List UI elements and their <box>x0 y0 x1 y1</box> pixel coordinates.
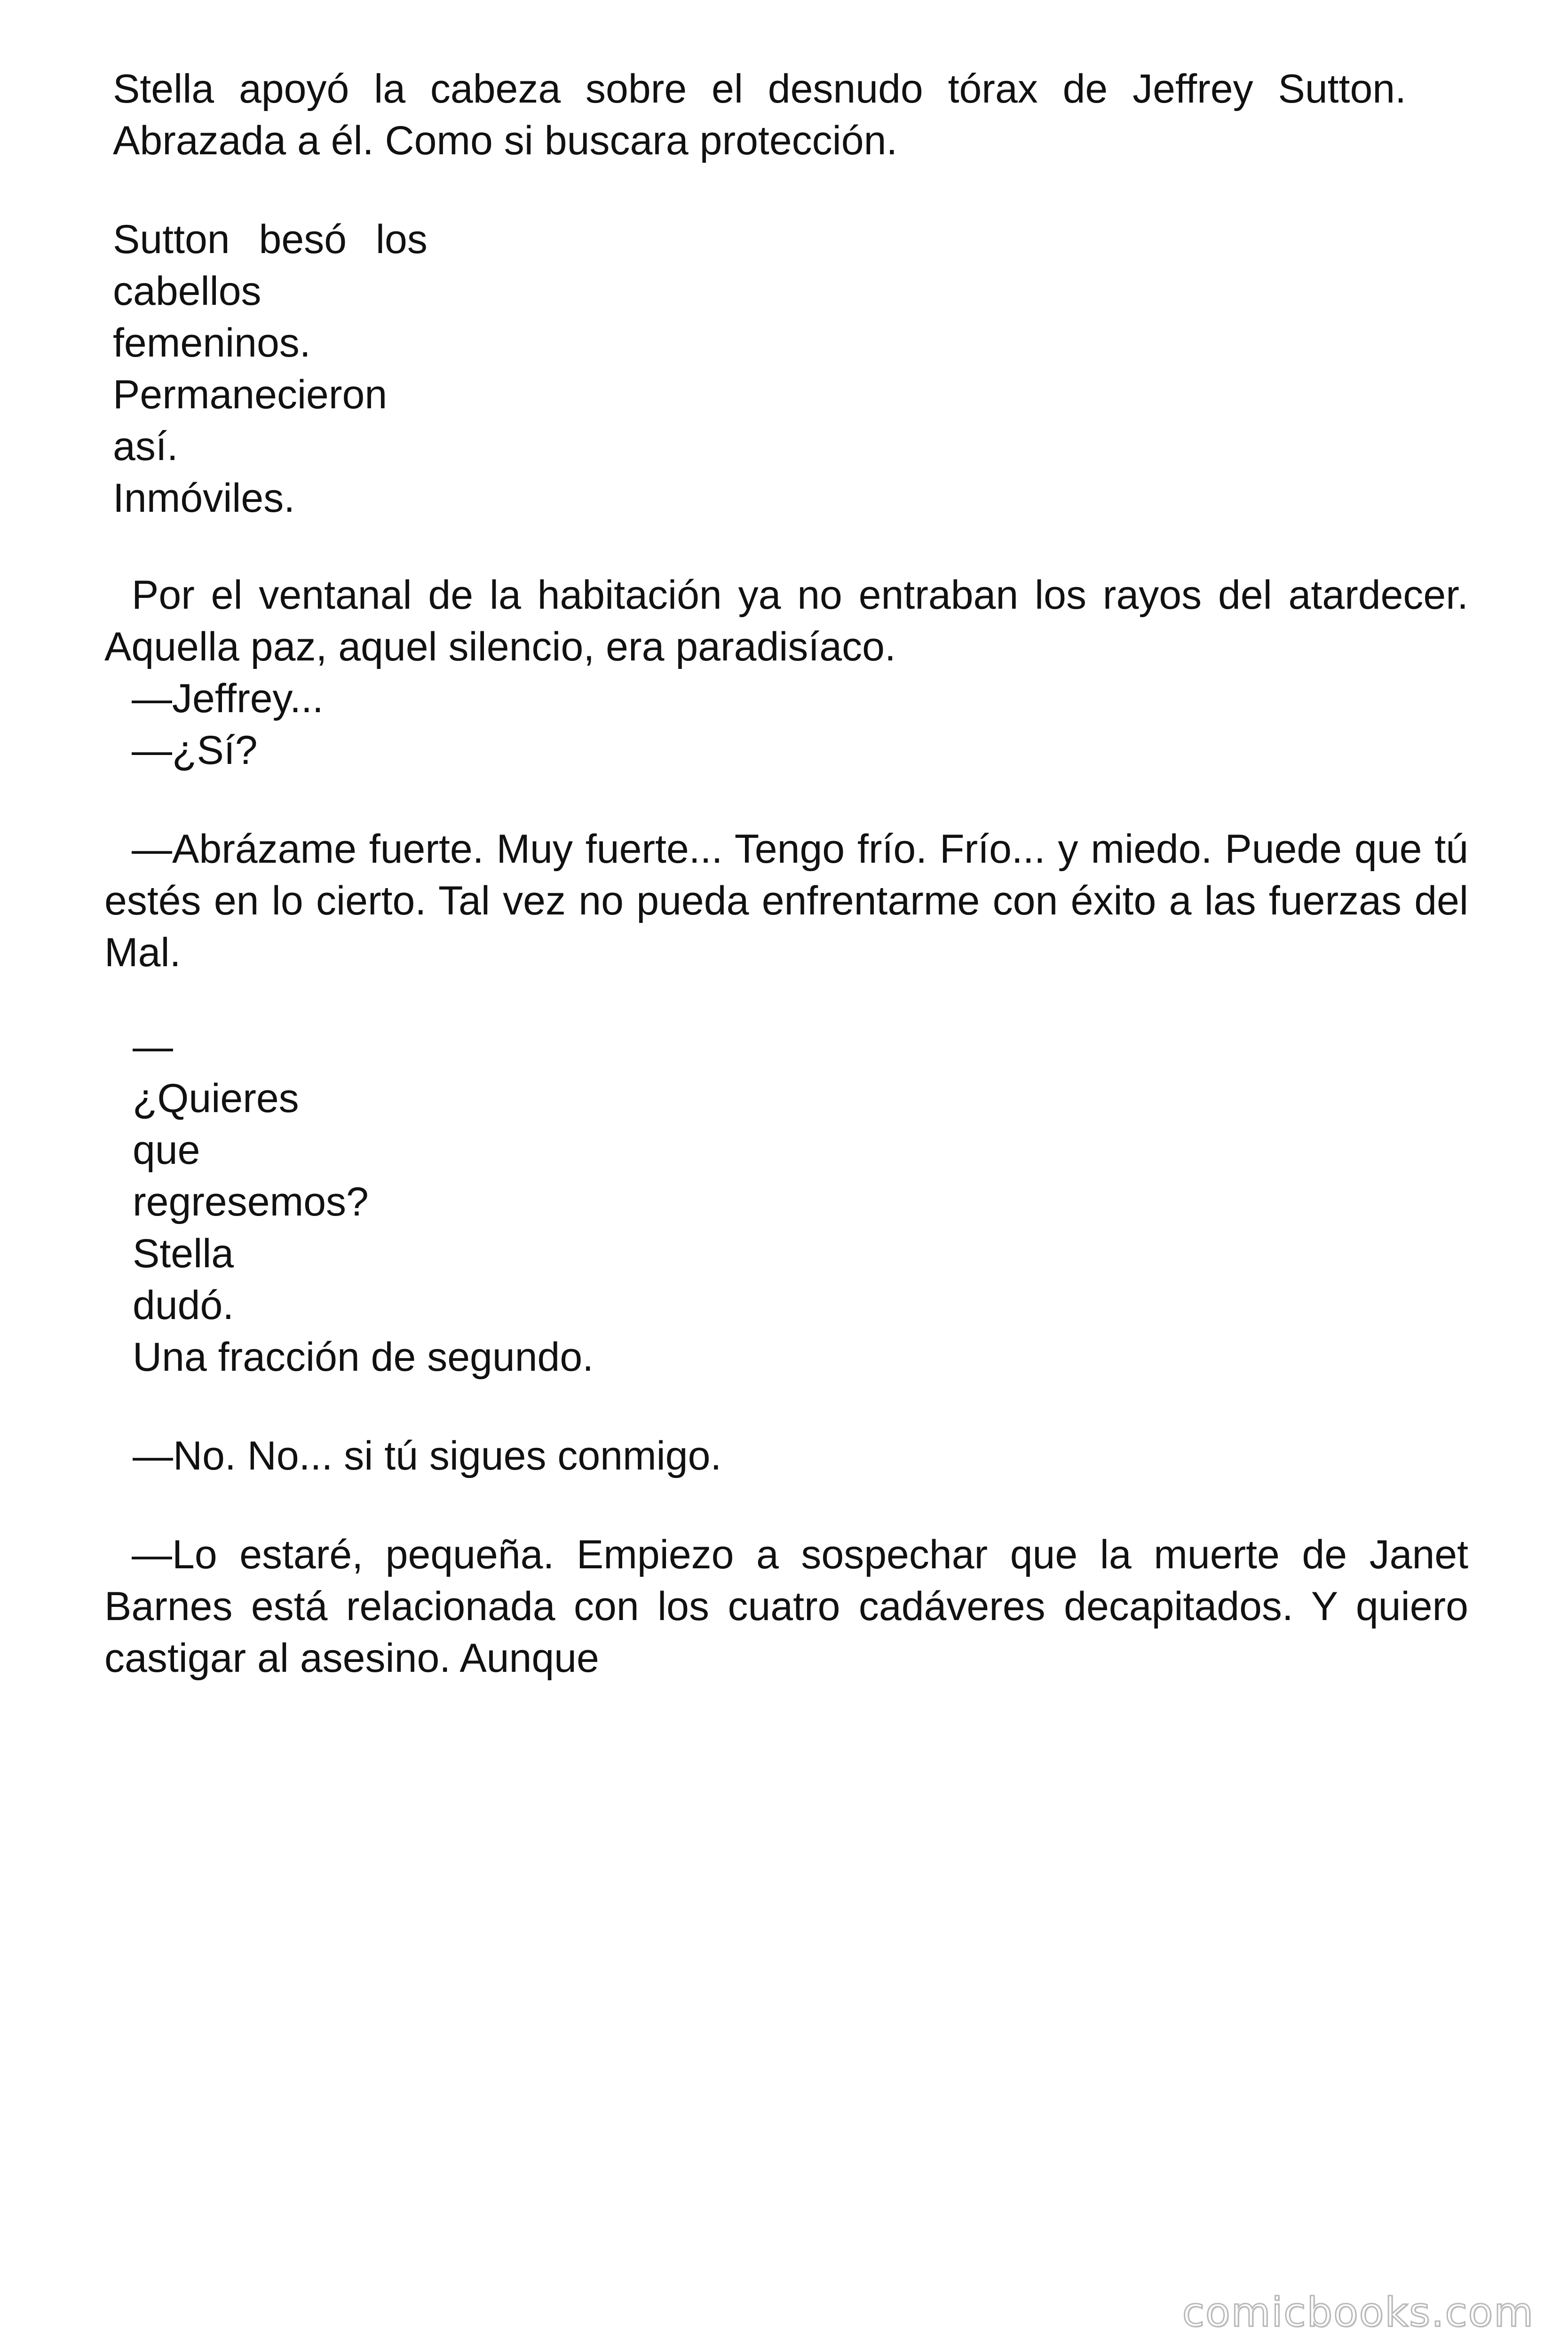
text-line: dudó. <box>133 1283 234 1328</box>
paragraph-quieres-que-regresemos <box>133 1021 791 1383</box>
text-line: Stella <box>133 1231 234 1276</box>
dialogue-line: —Abrázame fuerte. Muy fuerte... Tengo frío. Frío... y miedo. Puede que tú estés en lo cierto. Tal vez no pueda enfrentarme con éxito a las fuerzas del Mal. <box>104 826 1468 975</box>
text-line: Sutton besó los <box>113 217 428 262</box>
dialogue-line: regresemos? <box>133 1179 369 1224</box>
paragraph-no-no <box>133 1430 1449 1482</box>
dialogue-line: —No. No... si tú sigues conmigo. <box>133 1433 722 1478</box>
text-line: Por el ventanal de la habitación ya no entraban los rayos del atardecer. Aquella paz, aquel silencio, era paradisíaco. <box>104 572 1468 669</box>
text-line: Abrazada a él. Como si buscara protección. <box>113 118 898 163</box>
dialogue-line: —¿Sí? <box>132 728 258 773</box>
paragraph-sutton-beso <box>113 214 470 524</box>
dialogue-line: —Jeffrey... <box>132 676 324 721</box>
dialogue-line: ¿Quieres <box>133 1076 299 1121</box>
dialogue-line: —Lo estaré, pequeña. Empiezo a sospechar que la muerte de Janet Barnes está relacionada con los cuatro cadáveres decapitados. Y quiero castigar al asesino. Aunque <box>104 1532 1468 1681</box>
dialogue-line: — <box>133 1024 173 1069</box>
text-line: Inmóviles. <box>113 476 295 521</box>
paragraph-lo-estare <box>104 1529 1468 1684</box>
dialogue-line: que <box>133 1128 200 1173</box>
watermark: comicbooks.com <box>1182 2289 1534 2336</box>
text-line: femeninos. <box>113 320 311 366</box>
text-line: así. <box>113 424 178 469</box>
text-line: cabellos <box>113 269 261 314</box>
paragraph-stella-apoyo <box>113 63 1406 167</box>
text-line: Stella apoyó la cabeza sobre el desnudo tórax de Jeffrey Sutton. <box>113 66 1406 111</box>
text-line: Permanecieron <box>113 372 388 417</box>
text-line: Una fracción de segundo. <box>133 1335 594 1380</box>
paragraph-ventanal <box>104 569 1468 776</box>
paragraph-abrazame <box>104 823 1468 978</box>
